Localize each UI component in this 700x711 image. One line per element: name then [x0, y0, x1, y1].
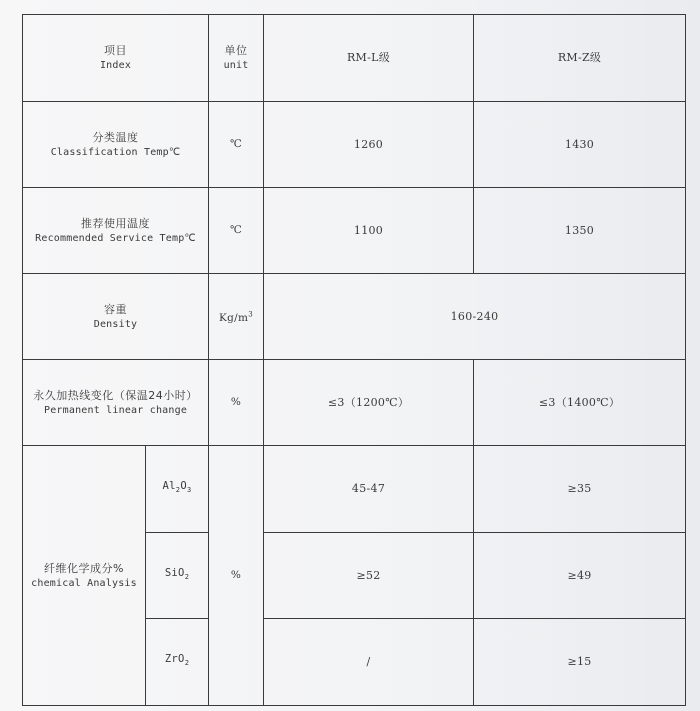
service-temp-en: Recommended Service Temp℃: [35, 232, 196, 244]
service-temp-l-value: 1100: [353, 223, 384, 237]
classification-temp-unit-text: ℃: [229, 138, 243, 150]
density-value: 160-240: [450, 309, 499, 323]
spec-table: [22, 14, 686, 706]
al2o3-l: [264, 446, 474, 533]
density-value-cell: [264, 274, 686, 360]
service-temp-l: [264, 188, 474, 274]
formula-sub: 2: [184, 659, 190, 668]
chemical-en: chemical Analysis: [31, 577, 137, 589]
classification-temp-z: [474, 102, 686, 188]
service-temp-z: [474, 188, 686, 274]
formula-sio2: [164, 566, 190, 582]
linear-change-row: [23, 360, 686, 446]
classification-temp-cn: 分类温度: [92, 130, 139, 144]
al2o3-z: [474, 446, 686, 533]
classification-temp-z-value: 1430: [564, 137, 595, 151]
density-unit-base: Kg/m: [219, 311, 249, 324]
formula-part: SiO: [164, 566, 185, 579]
linear-change-label-cell: [23, 360, 209, 446]
sio2-l-value: ≥52: [356, 568, 381, 582]
classification-temp-unit: [209, 102, 264, 188]
chemical-cn: 纤维化学成分%: [44, 561, 124, 575]
sio2-z-value: ≥49: [567, 568, 592, 582]
header-unit-en: unit: [223, 60, 249, 71]
formula-sub: 2: [175, 486, 181, 495]
density-en: Density: [93, 318, 138, 330]
service-temp-cn: 推荐使用温度: [81, 216, 150, 230]
sio2-z: [474, 533, 686, 619]
service-temp-z-value: 1350: [564, 223, 595, 237]
service-temp-unit: [209, 188, 264, 274]
density-unit-sup: 3: [248, 310, 254, 319]
density-unit: [209, 274, 264, 360]
component-sio2: [146, 533, 209, 619]
zro2-z: [474, 619, 686, 706]
header-grade-z: [474, 15, 686, 102]
zro2-l: [264, 619, 474, 706]
linear-change-z: [474, 360, 686, 446]
grade-z-label: RM-Z级: [557, 51, 602, 64]
linear-change-l-value: ≤3（1200℃）: [327, 395, 410, 409]
header-item-cell: [23, 15, 209, 102]
chemical-unit-text: %: [230, 569, 242, 581]
component-zro2: [146, 619, 209, 706]
linear-change-unit: [209, 360, 264, 446]
linear-change-z-value: ≤3（1400℃）: [538, 395, 621, 409]
chemical-unit: [209, 446, 264, 706]
classification-temp-en: Classification Temp℃: [50, 146, 181, 158]
header-unit-cn: 单位: [224, 44, 248, 57]
grade-l-label: RM-L级: [346, 51, 391, 64]
zro2-z-value: ≥15: [567, 655, 592, 668]
linear-change-en: Permanent linear change: [43, 404, 188, 416]
formula-al2o3: [162, 480, 192, 495]
header-row: [23, 15, 686, 102]
service-temp-row: [23, 188, 686, 274]
density-label-cell: [23, 274, 209, 360]
header-item-cn: 项目: [104, 44, 127, 57]
classification-temp-label-cell: [23, 102, 209, 188]
service-temp-label-cell: [23, 188, 209, 274]
classification-temp-row: [23, 102, 686, 188]
classification-temp-l: [264, 102, 474, 188]
component-al2o3: [146, 446, 209, 533]
al2o3-l-value: 45-47: [351, 482, 386, 495]
zro2-l-value: /: [366, 655, 371, 668]
header-grade-l: [264, 15, 474, 102]
formula-zro2: [164, 653, 190, 668]
classification-temp-l-value: 1260: [353, 137, 384, 151]
density-row: [23, 274, 686, 360]
formula-sub: 2: [184, 573, 190, 582]
linear-change-unit-text: %: [230, 396, 242, 408]
al2o3-z-value: ≥35: [567, 482, 592, 495]
density-cn: 容重: [104, 302, 127, 316]
chemical-label-cell: [23, 446, 146, 706]
density-unit-text: [219, 312, 253, 324]
formula-part: O: [180, 480, 187, 493]
formula-part: ZrO: [164, 653, 185, 666]
service-temp-unit-text: ℃: [229, 224, 243, 236]
linear-change-cn: 永久加热线变化（保温24小时）: [33, 388, 198, 402]
formula-sub: 3: [186, 486, 192, 495]
sio2-l: [264, 533, 474, 619]
formula-part: Al: [162, 480, 176, 493]
header-unit-cell: [209, 15, 264, 102]
header-item-en: Index: [99, 60, 132, 71]
chemical-row-al2o3: [23, 446, 686, 533]
linear-change-l: [264, 360, 474, 446]
